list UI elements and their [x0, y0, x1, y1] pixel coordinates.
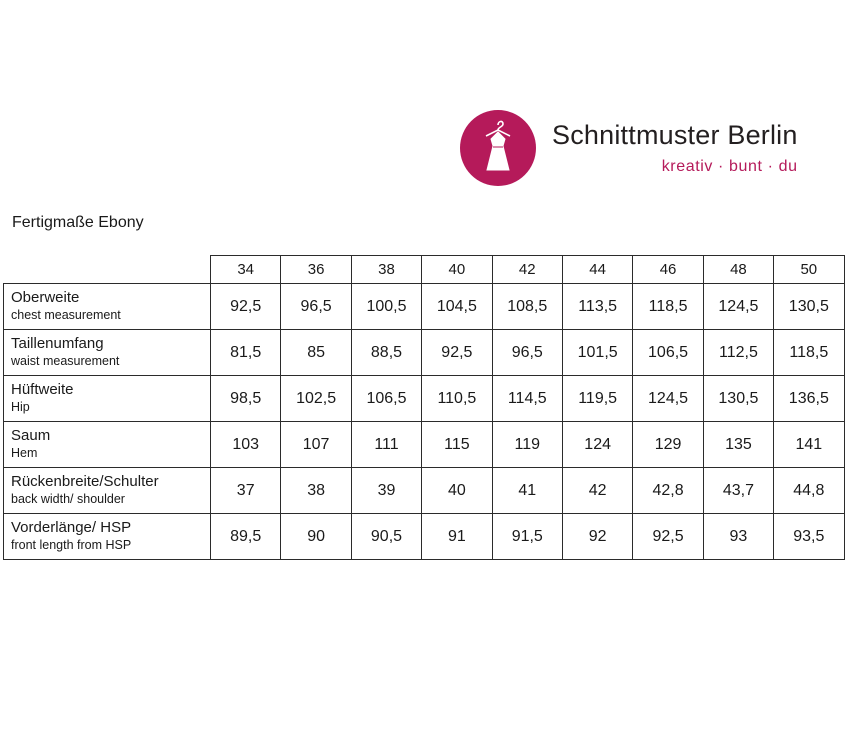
measurement-value-cell: 118,5 [633, 284, 703, 330]
measurement-label-cell [4, 376, 211, 422]
finished-measurements-table [3, 255, 845, 560]
measurement-value-cell: 91 [422, 514, 492, 560]
measurement-value-cell: 111 [351, 422, 421, 468]
measurement-label-de: Saum [11, 427, 51, 445]
measurement-value-cell: 130,5 [703, 376, 773, 422]
measurement-value-cell: 40 [422, 468, 492, 514]
measurement-value-cell: 118,5 [774, 330, 844, 376]
table-row [4, 284, 845, 330]
table-row [4, 514, 845, 560]
measurement-label-de: Rückenbreite/Schulter [11, 473, 159, 491]
measurement-value-cell: 108,5 [492, 284, 562, 330]
size-header-cell: 42 [492, 256, 562, 284]
brand-tagline: kreativ · bunt · du [661, 157, 798, 175]
measurement-value-cell: 135 [703, 422, 773, 468]
measurement-value-cell: 38 [281, 468, 351, 514]
measurement-label-de: Oberweite [11, 289, 80, 307]
measurement-value-cell: 104,5 [422, 284, 492, 330]
measurement-label-cell [4, 514, 211, 560]
size-header-cell: 38 [351, 256, 421, 284]
measurement-value-cell: 114,5 [492, 376, 562, 422]
measurement-value-cell: 92,5 [211, 284, 281, 330]
table-header-row [4, 256, 845, 284]
measurement-value-cell: 115 [422, 422, 492, 468]
size-header-cell: 46 [633, 256, 703, 284]
measurement-label-de: Vorderlänge/ HSP [11, 519, 132, 537]
measurement-value-cell: 113,5 [562, 284, 632, 330]
size-header-cell: 44 [562, 256, 632, 284]
measurement-value-cell: 43,7 [703, 468, 773, 514]
size-header-cell: 48 [703, 256, 773, 284]
measurement-value-cell: 88,5 [351, 330, 421, 376]
measurement-value-cell: 89,5 [211, 514, 281, 560]
brand-logo [460, 110, 798, 186]
measurement-label-cell [4, 468, 211, 514]
measurement-value-cell: 93 [703, 514, 773, 560]
measurement-value-cell: 90,5 [351, 514, 421, 560]
measurement-value-cell: 107 [281, 422, 351, 468]
measurement-value-cell: 90 [281, 514, 351, 560]
measurement-value-cell: 92,5 [633, 514, 703, 560]
measurement-value-cell: 96,5 [492, 330, 562, 376]
page-title: Fertigmaße Ebony [12, 214, 144, 231]
measurement-value-cell: 124 [562, 422, 632, 468]
measurement-value-cell: 44,8 [774, 468, 844, 514]
measurement-value-cell: 119,5 [562, 376, 632, 422]
measurement-value-cell: 141 [774, 422, 844, 468]
measurement-label-en: waist measurement [11, 354, 120, 369]
dress-on-hanger-icon [460, 110, 536, 186]
measurement-value-cell: 96,5 [281, 284, 351, 330]
table-row [4, 376, 845, 422]
measurement-label-de: Hüftweite [11, 381, 74, 399]
measurement-value-cell: 39 [351, 468, 421, 514]
measurement-label-en: Hem [11, 446, 38, 461]
measurement-label-en: back width/ shoulder [11, 492, 125, 507]
measurement-value-cell: 42 [562, 468, 632, 514]
measurement-value-cell: 103 [211, 422, 281, 468]
measurement-value-cell: 124,5 [703, 284, 773, 330]
measurement-label-en: chest measurement [11, 308, 121, 323]
table-row [4, 468, 845, 514]
brand-name: Schnittmuster Berlin [552, 119, 798, 150]
measurement-value-cell: 91,5 [492, 514, 562, 560]
measurement-value-cell: 41 [492, 468, 562, 514]
measurement-value-cell: 119 [492, 422, 562, 468]
measurement-value-cell: 92,5 [422, 330, 492, 376]
measurement-value-cell: 106,5 [633, 330, 703, 376]
measurement-value-cell: 129 [633, 422, 703, 468]
measurement-label-cell [4, 284, 211, 330]
table-row [4, 422, 845, 468]
measurement-label-en: front length from HSP [11, 538, 132, 553]
measurement-label-de: Taillenumfang [11, 335, 104, 353]
measurement-value-cell: 100,5 [351, 284, 421, 330]
measurement-value-cell: 93,5 [774, 514, 844, 560]
measurement-value-cell: 81,5 [211, 330, 281, 376]
measurement-label-en: Hip [11, 400, 30, 415]
measurement-value-cell: 124,5 [633, 376, 703, 422]
measurement-value-cell: 110,5 [422, 376, 492, 422]
measurement-value-cell: 101,5 [562, 330, 632, 376]
table-row [4, 330, 845, 376]
size-header-cell: 34 [211, 256, 281, 284]
size-header-cell: 50 [774, 256, 844, 284]
measurement-value-cell: 136,5 [774, 376, 844, 422]
measurement-value-cell: 106,5 [351, 376, 421, 422]
measurement-value-cell: 102,5 [281, 376, 351, 422]
measurement-value-cell: 98,5 [211, 376, 281, 422]
measurement-value-cell: 37 [211, 468, 281, 514]
measurement-label-cell [4, 422, 211, 468]
size-header-cell: 40 [422, 256, 492, 284]
measurement-value-cell: 42,8 [633, 468, 703, 514]
table-corner-cell [4, 256, 211, 284]
measurement-value-cell: 130,5 [774, 284, 844, 330]
measurement-label-cell [4, 330, 211, 376]
size-header-cell: 36 [281, 256, 351, 284]
measurement-value-cell: 112,5 [703, 330, 773, 376]
measurement-value-cell: 85 [281, 330, 351, 376]
measurement-value-cell: 92 [562, 514, 632, 560]
